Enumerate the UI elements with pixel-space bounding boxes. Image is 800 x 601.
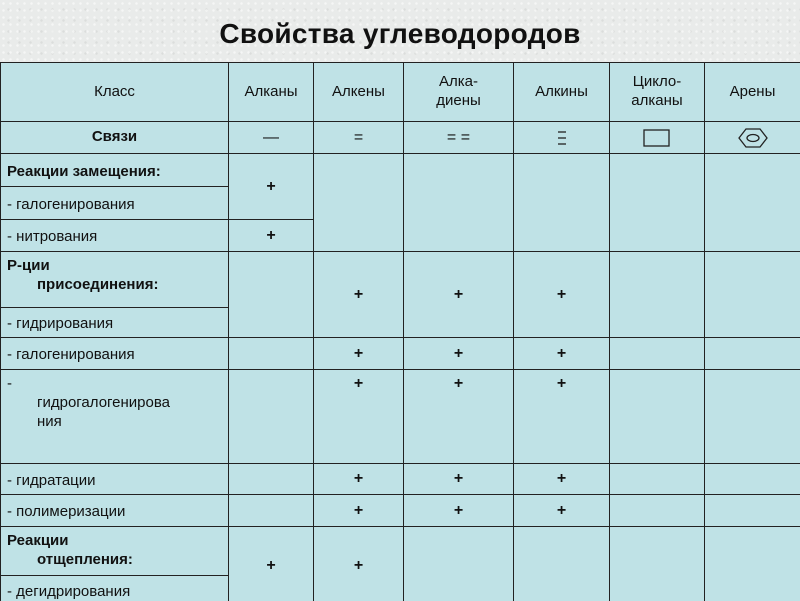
plus-mark: + [514, 370, 610, 464]
empty-cell [610, 495, 705, 527]
plus-mark: + [314, 338, 404, 370]
row-label-hydrohalogenation [1, 370, 229, 464]
row-label-addition-line2: присоединения: [37, 275, 159, 293]
cycloalkane-cell [610, 122, 705, 154]
empty-cell [229, 464, 314, 495]
row-label-hydration: - гидратации [1, 464, 229, 495]
empty-cell [229, 495, 314, 527]
triple-bond-icon [552, 127, 572, 149]
column-header-alkynes: Алкины [514, 63, 610, 122]
empty-cell [229, 338, 314, 370]
plus-mark: + [314, 370, 404, 464]
empty-cell [229, 370, 314, 464]
cycloalkane-ring-icon [642, 127, 672, 149]
column-header-cycloalkanes: Цикло- алканы [610, 63, 705, 122]
triple-bond-cell [514, 122, 610, 154]
empty-cell [610, 527, 705, 601]
plus-mark: + [404, 252, 514, 338]
column-header-alkadienes: Алка- диены [404, 63, 514, 122]
row-label-hydrohalo-line3: ния [37, 412, 62, 430]
plus-mark: + [404, 464, 514, 495]
empty-cell [705, 464, 800, 495]
double-bond-icon: = [314, 122, 404, 154]
plus-mark: + [514, 464, 610, 495]
row-label-polymerization: - полимеризации [1, 495, 229, 527]
plus-mark: + [229, 527, 314, 601]
bonds-label: Связи [1, 122, 229, 154]
row-label-nitration: - нитрования [1, 220, 229, 252]
empty-cell [610, 154, 705, 252]
plus-mark: + [314, 527, 404, 601]
row-label-elimination [1, 527, 229, 576]
row-label-halogenation: - галогенирования [1, 187, 229, 220]
empty-cell [514, 154, 610, 252]
empty-cell [610, 370, 705, 464]
benzene-ring-icon [737, 126, 769, 150]
page-title: Свойства углеводородов [219, 18, 581, 49]
row-label-hydrohalo-line1: - [7, 375, 12, 392]
column-header-alkanes: Алканы [229, 63, 314, 122]
row-label-hydrohalo-line2: гидрогалогенирова [37, 393, 171, 411]
empty-cell [705, 252, 800, 338]
row-label-substitution: Реакции замещения: [1, 154, 229, 187]
plus-mark: + [314, 252, 404, 338]
empty-cell [229, 252, 314, 338]
empty-cell [610, 252, 705, 338]
row-label-hydrogenation: - гидрирования [1, 308, 229, 338]
empty-cell [404, 527, 514, 601]
plus-mark: + [404, 370, 514, 464]
empty-cell [610, 338, 705, 370]
row-label-elimination-line1: Реакции [7, 532, 69, 549]
plus-mark: + [514, 495, 610, 527]
row-label-dehydrogenation: - дегидрирования [1, 576, 229, 601]
empty-cell [705, 338, 800, 370]
plus-mark: + [314, 464, 404, 495]
properties-table [0, 62, 800, 601]
single-bond-icon: — [229, 122, 314, 154]
plus-mark: + [229, 154, 314, 220]
empty-cell [705, 370, 800, 464]
class-header-cell: Класс [1, 63, 229, 122]
empty-cell [514, 527, 610, 601]
row-label-addition [1, 252, 229, 308]
benzene-cell [705, 122, 800, 154]
empty-cell [314, 154, 404, 252]
empty-cell [404, 154, 514, 252]
plus-mark: + [229, 220, 314, 252]
empty-cell [705, 154, 800, 252]
empty-cell [705, 495, 800, 527]
two-double-bonds-icon: = = [404, 122, 514, 154]
empty-cell [610, 464, 705, 495]
row-label-halogenation-addition: - галогенирования [1, 338, 229, 370]
plus-mark: + [404, 495, 514, 527]
column-header-alkenes: Алкены [314, 63, 404, 122]
plus-mark: + [514, 252, 610, 338]
plus-mark: + [314, 495, 404, 527]
row-label-elimination-line2: отщепления: [37, 550, 133, 568]
column-header-arenes: Арены [705, 63, 800, 122]
row-label-addition-line1: Р-ции [7, 257, 50, 274]
empty-cell [705, 527, 800, 601]
plus-mark: + [514, 338, 610, 370]
plus-mark: + [404, 338, 514, 370]
